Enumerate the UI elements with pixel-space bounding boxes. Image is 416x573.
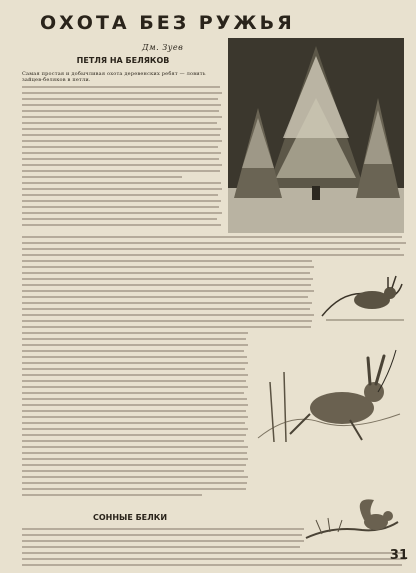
article-title: ОХОТА БЕЗ РУЖЬЯ — [40, 12, 295, 34]
section-heading: СОННЫЕ БЕЛКИ — [92, 513, 168, 522]
article-author: Дм. Зуев — [142, 43, 184, 52]
text-column-upper — [22, 86, 222, 230]
squirrel-illustration-icon — [302, 490, 402, 550]
page-number: 31 — [389, 548, 408, 563]
lead-paragraph: Самая простая и добычливая охота деревенских ребят — ловить зайцев-беляков в петли. — [22, 71, 206, 83]
hare-in-snare-illustration-icon — [250, 342, 406, 452]
section-heading: ПЕТЛЯ НА БЕЛЯКОВ — [76, 56, 170, 65]
snare-illustration-icon — [316, 266, 408, 326]
winter-forest-photo — [228, 38, 404, 233]
